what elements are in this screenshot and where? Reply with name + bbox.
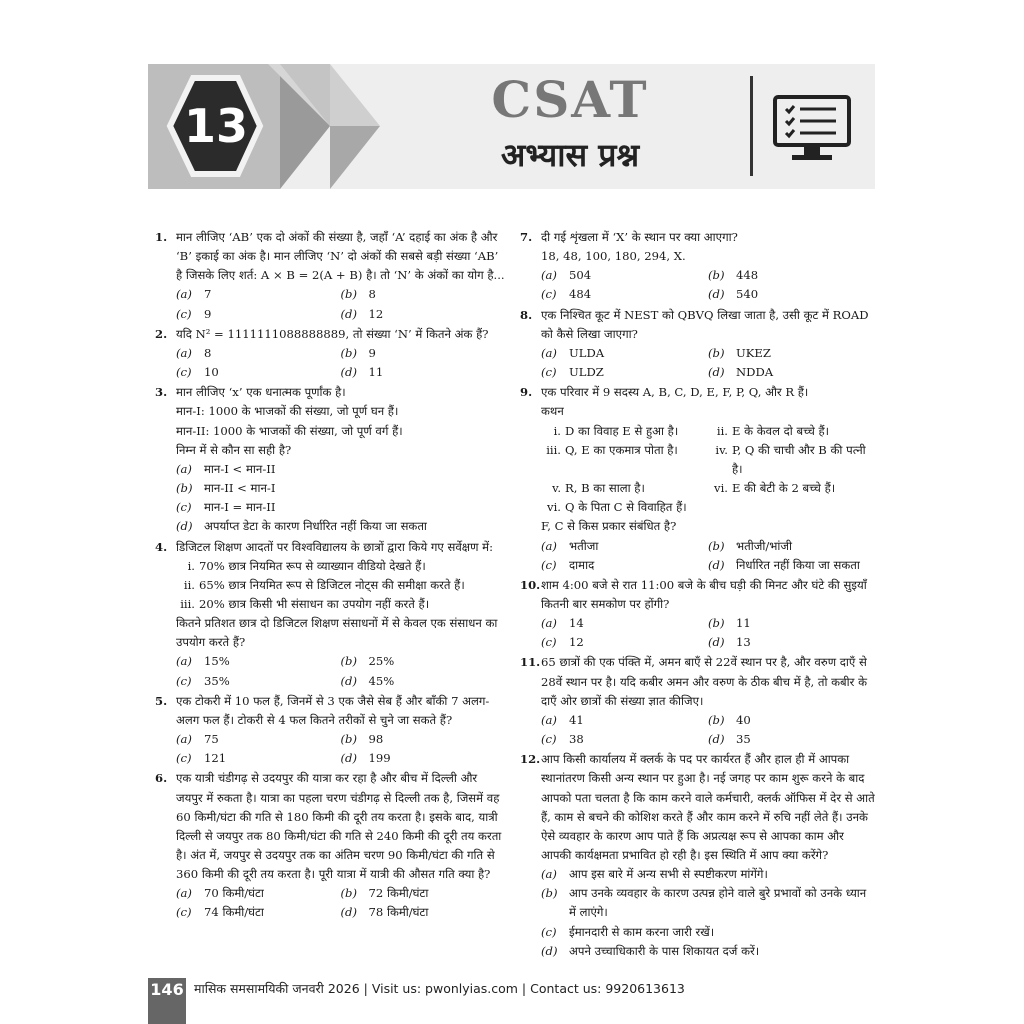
question-stem	[155, 228, 505, 285]
question-text: एक परिवार में 9 सदस्य A, B, C, D, E, F, P, Q, और R हैं।	[541, 385, 809, 400]
option-label: (d)	[708, 732, 725, 747]
answer-option	[341, 884, 506, 903]
header-divider	[750, 76, 753, 176]
question-stem	[155, 538, 505, 557]
statement-text: Q के पिता C से विवाहित हैं।	[565, 500, 687, 515]
statement-item	[708, 422, 875, 441]
statement-text: E की बेटी के 2 बच्चे हैं।	[732, 481, 836, 496]
statement-item	[155, 576, 505, 595]
option-text: ULDZ	[569, 365, 604, 380]
option-label: (b)	[340, 732, 357, 747]
question-block	[155, 383, 505, 536]
statement-item	[541, 422, 708, 441]
question-stem	[155, 692, 505, 730]
option-label: (a)	[176, 732, 192, 747]
question-stem	[520, 750, 875, 865]
option-label: (a)	[176, 345, 192, 360]
statement-number: iv.	[715, 442, 728, 457]
question-stem	[155, 383, 505, 402]
answer-option	[341, 672, 506, 691]
answer-option	[541, 556, 708, 575]
answer-option	[541, 633, 708, 652]
option-text: 11	[368, 365, 384, 380]
statement-row	[520, 441, 875, 479]
question-number: 2.	[155, 326, 168, 341]
option-label: (a)	[176, 461, 192, 476]
option-label: (b)	[176, 481, 193, 496]
question-number: 8.	[520, 307, 533, 322]
question-text: मान लीजिए ‘x’ एक धनात्मक पूर्णांक है।	[176, 385, 346, 400]
answer-options	[520, 614, 875, 652]
option-text: आप इस बारे में अन्य सभी से स्पष्टीकरण मांगेंगे।	[569, 867, 768, 882]
question-line: कथन	[541, 404, 564, 419]
question-line: 18, 48, 100, 180, 294, X.	[541, 249, 686, 264]
question-block	[155, 228, 505, 324]
answer-option	[541, 266, 708, 285]
statement-number: i.	[553, 423, 561, 438]
answer-options	[520, 711, 875, 749]
statement-text: 20% छात्र किसी भी संसाधन का उपयोग नहीं करते हैं।	[199, 596, 430, 611]
statement-text: 65% छात्र नियमित रूप से डिजिटल नोट्स की समीक्षा करते हैं।	[199, 577, 465, 592]
right-column	[520, 228, 875, 962]
option-label: (c)	[541, 924, 557, 939]
question-text: एक यात्री चंडीगढ़ से उदयपुर की यात्रा कर रहा है और बीच में दिल्ली और जयपुर में रुकता है। यात्रा का पहला चरण चंडीगढ़ से दिल्ली तक है, जिसमें वह 60 किमी/घंटा की गति से 180 किमी की दूरी तय करता है। इसके बाद, यात्री दिल्ली से जयपुर तक 80 किमी/घंटा की गति से 240 किमी की दूरी तय करता है। अंत में, जयपुर से उदयपुर तक का अंतिम चरण 90 किमी/घंटा की गति से 360 किमी की दूरी तय करता है। पूरी यात्रा में यात्री की औसत गति क्या है?	[176, 771, 502, 882]
option-text: 38	[569, 732, 584, 747]
option-text: 41	[569, 712, 584, 727]
answer-options	[520, 266, 875, 304]
answer-option	[708, 537, 875, 556]
answer-option	[541, 537, 708, 556]
option-label: (d)	[708, 635, 725, 650]
statement-item	[541, 498, 875, 517]
option-label: (a)	[176, 886, 192, 901]
answer-option	[176, 884, 341, 903]
question-text: मान लीजिए ‘AB’ एक दो अंकों की संख्या है, जहाँ ‘A’ दहाई का अंक है और ‘B’ इकाई का अंक है। मान लीजिए ‘N’ दो अंकों की सबसे बड़ी संख्या ‘AB’ है जिसके लिए शर्त: A × B = 2(A + B) है। तो ‘N’ के अंकों का योग है...	[176, 230, 505, 283]
option-text: भतीजी/भांजी	[736, 538, 793, 553]
question-text: एक टोकरी में 10 फल हैं, जिनमें से 3 एक जैसे सेब हैं और बाँकी 7 अलग-अलग फल हैं। टोकरी से 4 फल कितने तरीकों से चुने जा सकते हैं?	[176, 693, 490, 727]
footer-text: मासिक समसामयिकी जनवरी 2026 | Visit us: pwonlyias.com | Contact us: 9920613613	[194, 981, 685, 996]
option-text: भतीजा	[569, 538, 599, 553]
answer-option	[176, 479, 505, 498]
option-label: (c)	[541, 557, 557, 572]
option-text: 12	[569, 635, 584, 650]
option-text: 75	[204, 732, 219, 747]
answer-option	[541, 363, 708, 382]
option-label: (b)	[708, 616, 725, 631]
option-label: (b)	[708, 345, 725, 360]
answer-option	[176, 460, 505, 479]
question-block	[520, 228, 875, 305]
option-label: (a)	[541, 345, 557, 360]
question-number: 10.	[520, 577, 541, 592]
answer-option	[708, 614, 875, 633]
question-number: 12.	[520, 752, 541, 767]
option-text: 14	[569, 616, 584, 631]
option-label: (d)	[340, 306, 357, 321]
option-label: (d)	[708, 287, 725, 302]
option-text: 199	[368, 751, 391, 766]
option-text: ईमानदारी से काम करना जारी रखें।	[569, 924, 715, 939]
option-label: (d)	[340, 905, 357, 920]
answer-option	[176, 363, 341, 382]
question-stem	[520, 653, 875, 710]
question-stem	[155, 325, 505, 344]
title-english: CSAT	[491, 70, 649, 129]
option-text: 121	[204, 751, 227, 766]
question-block	[155, 769, 505, 922]
question-stem	[520, 576, 875, 614]
option-text: 72 किमी/घंटा	[368, 886, 429, 901]
option-label: (d)	[340, 365, 357, 380]
option-text: मान-I = मान-II	[204, 500, 276, 515]
option-label: (d)	[708, 365, 725, 380]
statement-row	[520, 498, 875, 517]
question-text: शाम 4:00 बजे से रात 11:00 बजे के बीच घड़ी की मिनट और घंटे की सुइयाँ कितनी बार समकोण पर होंगी?	[541, 577, 867, 611]
answer-option	[708, 344, 875, 363]
answer-option	[176, 903, 341, 922]
answer-options	[155, 730, 505, 768]
question-block	[520, 576, 875, 653]
question-block	[520, 653, 875, 749]
answer-option	[541, 711, 708, 730]
answer-option	[541, 614, 708, 633]
answer-options	[155, 285, 505, 323]
option-label: (c)	[541, 635, 557, 650]
option-text: मान-I < मान-II	[204, 461, 276, 476]
question-stem	[155, 769, 505, 884]
answer-option	[176, 749, 341, 768]
question-block	[520, 306, 875, 383]
question-number: 11.	[520, 655, 541, 670]
answer-options	[155, 652, 505, 690]
question-text: एक निश्चित कूट में NEST को QBVQ लिखा जाता है, उसी कूट में ROAD को कैसे लिखा जाएगा?	[541, 307, 869, 341]
option-text: 13	[736, 635, 751, 650]
option-text: 8	[368, 287, 376, 302]
option-label: (a)	[541, 712, 557, 727]
option-text: 15%	[204, 654, 230, 669]
question-number: 3.	[155, 385, 168, 400]
answer-options	[155, 460, 505, 537]
option-label: (d)	[340, 751, 357, 766]
answer-option	[176, 730, 341, 749]
answer-options	[155, 884, 505, 922]
answer-option	[541, 884, 875, 922]
question-block	[520, 750, 875, 961]
statement-number: vi.	[714, 481, 728, 496]
statement-number: i.	[187, 558, 195, 573]
option-label: (b)	[708, 268, 725, 283]
statement-item	[708, 441, 875, 479]
question-text: यदि N² = 1111111088888889, तो संख्या ‘N’ में कितने अंक हैं?	[176, 326, 489, 341]
option-label: (b)	[340, 654, 357, 669]
answer-option	[541, 865, 875, 884]
question-number: 1.	[155, 230, 168, 244]
option-label: (a)	[541, 268, 557, 283]
question-number: 9.	[520, 385, 533, 400]
question-number: 5.	[155, 693, 168, 708]
answer-option	[708, 285, 875, 304]
answer-options	[520, 537, 875, 575]
statement-text: P, Q की चाची और B की पत्नी है।	[732, 442, 866, 476]
option-label: (b)	[708, 712, 725, 727]
answer-option	[176, 285, 341, 304]
answer-options	[520, 865, 875, 961]
option-label: (d)	[541, 943, 558, 958]
statement-number: iii.	[546, 442, 561, 457]
option-label: (c)	[176, 500, 192, 515]
statement-number: ii.	[716, 423, 728, 438]
answer-option	[541, 942, 875, 961]
option-text: 70 किमी/घंटा	[204, 886, 264, 901]
statement-number: iii.	[180, 596, 195, 611]
option-text: 448	[736, 268, 759, 283]
statement-text: R, B का साला है।	[565, 481, 645, 496]
chapter-number: 13	[183, 99, 248, 153]
option-text: 35%	[204, 673, 230, 688]
statement-item	[155, 595, 505, 614]
option-text: 11	[736, 616, 751, 631]
option-text: 7	[204, 287, 212, 302]
option-label: (b)	[340, 287, 357, 302]
option-label: (b)	[708, 538, 725, 553]
answer-option	[541, 285, 708, 304]
statement-text: D का विवाह E से हुआ है।	[565, 423, 679, 438]
option-text: 10	[204, 365, 219, 380]
option-label: (a)	[541, 616, 557, 631]
option-label: (d)	[708, 557, 725, 572]
option-text: आप उनके व्यवहार के कारण उत्पन्न होने वाले बुरे प्रभावों को उनके ध्यान में लाएंगे।	[569, 886, 867, 920]
answer-option	[708, 633, 875, 652]
answer-option	[176, 305, 341, 324]
option-text: निर्धारित नहीं किया जा सकता	[736, 557, 860, 572]
answer-option	[708, 711, 875, 730]
statement-number: ii.	[183, 577, 195, 592]
option-text: दामाद	[569, 557, 595, 572]
option-label: (c)	[541, 287, 557, 302]
statement-row	[520, 422, 875, 441]
option-label: (a)	[541, 867, 557, 882]
option-text: 484	[569, 287, 592, 302]
option-text: 45%	[368, 673, 395, 688]
option-text: NDDA	[736, 365, 774, 380]
answer-option	[341, 903, 506, 922]
answer-option	[341, 730, 506, 749]
option-text: UKEZ	[736, 345, 771, 360]
option-label: (a)	[541, 538, 557, 553]
question-number: 6.	[155, 771, 168, 786]
option-label: (c)	[541, 732, 557, 747]
answer-option	[341, 305, 506, 324]
left-column	[155, 228, 505, 924]
option-text: मान-II < मान-I	[204, 481, 276, 496]
question-text: दी गई शृंखला में ‘X’ के स्थान पर क्या आएगा?	[541, 230, 738, 244]
option-text: 35	[736, 732, 751, 747]
answer-option	[708, 363, 875, 382]
answer-option	[341, 749, 506, 768]
option-text: 9	[204, 306, 212, 321]
option-label: (c)	[176, 365, 192, 380]
option-label: (a)	[176, 287, 192, 302]
statement-number: v.	[552, 481, 561, 496]
answer-option	[176, 498, 505, 517]
question-stem	[520, 383, 875, 402]
question-line: F, C से किस प्रकार संबंधित है?	[541, 519, 677, 534]
answer-option	[541, 730, 708, 749]
answer-option	[176, 652, 341, 671]
question-text: आप किसी कार्यालय में क्लर्क के पद पर कार्यरत हैं और हाल ही में आपका स्थानांतरण किसी अन्य स्थान पर हुआ है। नई जगह पर काम शुरू करने के बाद आपको पता चलता है कि काम करने वाले कर्मचारी, क्लर्क ऑफिस में देर से आते हैं, काम से बचने की कोशिश करते हैं और काम करने में रुचि नहीं लेते हैं। उनके ऐसे व्यवहार के कारण आप पाते हैं कि अप्रत्यक्ष रूप से आपका काम और आपकी कार्यक्षमता प्रभावित हो रही है। इस स्थिति में आप क्या करेंगे?	[541, 752, 875, 862]
checklist-monitor-icon	[772, 94, 852, 166]
option-label: (d)	[340, 673, 357, 688]
answer-options	[520, 344, 875, 382]
option-text: 74 किमी/घंटा	[204, 905, 264, 920]
question-stem	[520, 228, 875, 247]
option-text: अपर्याप्त डेटा के कारण निर्धारित नहीं किया जा सकता	[204, 519, 427, 534]
option-label: (d)	[176, 519, 193, 534]
question-stem	[520, 306, 875, 344]
answer-option	[176, 517, 505, 536]
question-line: कितने प्रतिशत छात्र दो डिजिटल शिक्षण संसाधनों में से केवल एक संसाधन का उपयोग करते हैं?	[176, 616, 498, 650]
question-block	[155, 692, 505, 769]
option-label: (c)	[176, 306, 192, 321]
answer-options	[155, 344, 505, 382]
question-block	[155, 325, 505, 382]
option-label: (b)	[541, 886, 558, 901]
option-label: (c)	[541, 365, 557, 380]
option-text: 25%	[368, 654, 395, 669]
statement-text: Q, E का एकमात्र पोता है।	[565, 442, 678, 457]
statement-text: E के केवल दो बच्चे हैं।	[732, 423, 830, 438]
answer-option	[541, 923, 875, 942]
question-block	[520, 383, 875, 575]
answer-option	[541, 344, 708, 363]
statement-row	[520, 479, 875, 498]
option-text: अपने उच्चाधिकारी के पास शिकायत दर्ज करें।	[569, 943, 760, 958]
question-text: 65 छात्रों की एक पंक्ति में, अमन बाएँ से 22वें स्थान पर है, और वरुण दाएँ से 28वें स्थान पर है। यदि कबीर अमन और वरुण के ठीक बीच में है, तो कबीर के दाएँ ओर छात्रों की संख्या ज्ञात कीजिए।	[541, 655, 867, 708]
option-label: (b)	[340, 886, 357, 901]
option-text: 9	[368, 345, 376, 360]
question-number: 4.	[155, 539, 168, 554]
answer-option	[176, 344, 341, 363]
option-text: 504	[569, 268, 592, 283]
option-text: 98	[368, 732, 384, 747]
question-number: 7.	[520, 230, 533, 244]
option-label: (c)	[176, 751, 192, 766]
question-line: मान-I: 1000 के भाजकों की संख्या, जो पूर्ण घन हैं।	[176, 404, 399, 419]
answer-option	[708, 556, 875, 575]
statement-item	[155, 557, 505, 576]
statement-text: 70% छात्र नियमित रूप से व्याख्यान वीडियो देखते हैं।	[199, 558, 426, 573]
option-text: ULDA	[569, 345, 605, 360]
option-text: 40	[736, 712, 751, 727]
option-text: 8	[204, 345, 212, 360]
answer-option	[708, 266, 875, 285]
statement-item	[541, 441, 708, 479]
answer-option	[341, 344, 506, 363]
question-line: मान-II: 1000 के भाजकों की संख्या, जो पूर्ण वर्ग हैं।	[176, 423, 403, 438]
answer-option	[341, 285, 506, 304]
answer-option	[176, 672, 341, 691]
statement-item	[708, 479, 875, 498]
page-footer	[148, 978, 875, 1000]
option-text: 12	[368, 306, 384, 321]
answer-option	[708, 730, 875, 749]
statement-item	[541, 479, 708, 498]
title-hindi: अभ्यास प्रश्न	[500, 136, 640, 174]
option-label: (a)	[176, 654, 192, 669]
option-label: (b)	[340, 345, 357, 360]
statement-number: vi.	[547, 500, 561, 515]
option-text: 78 किमी/घंटा	[368, 905, 429, 920]
option-label: (c)	[176, 905, 192, 920]
option-label: (c)	[176, 673, 192, 688]
option-text: 540	[736, 287, 759, 302]
answer-option	[341, 363, 506, 382]
answer-option	[341, 652, 506, 671]
question-block	[155, 538, 505, 691]
page-number: 146	[148, 978, 186, 1024]
question-line: निम्न में से कौन सा सही है?	[176, 442, 292, 457]
question-text: डिजिटल शिक्षण आदतों पर विश्वविद्यालय के छात्रों द्वारा किये गए सर्वेक्षण में:	[176, 539, 493, 554]
